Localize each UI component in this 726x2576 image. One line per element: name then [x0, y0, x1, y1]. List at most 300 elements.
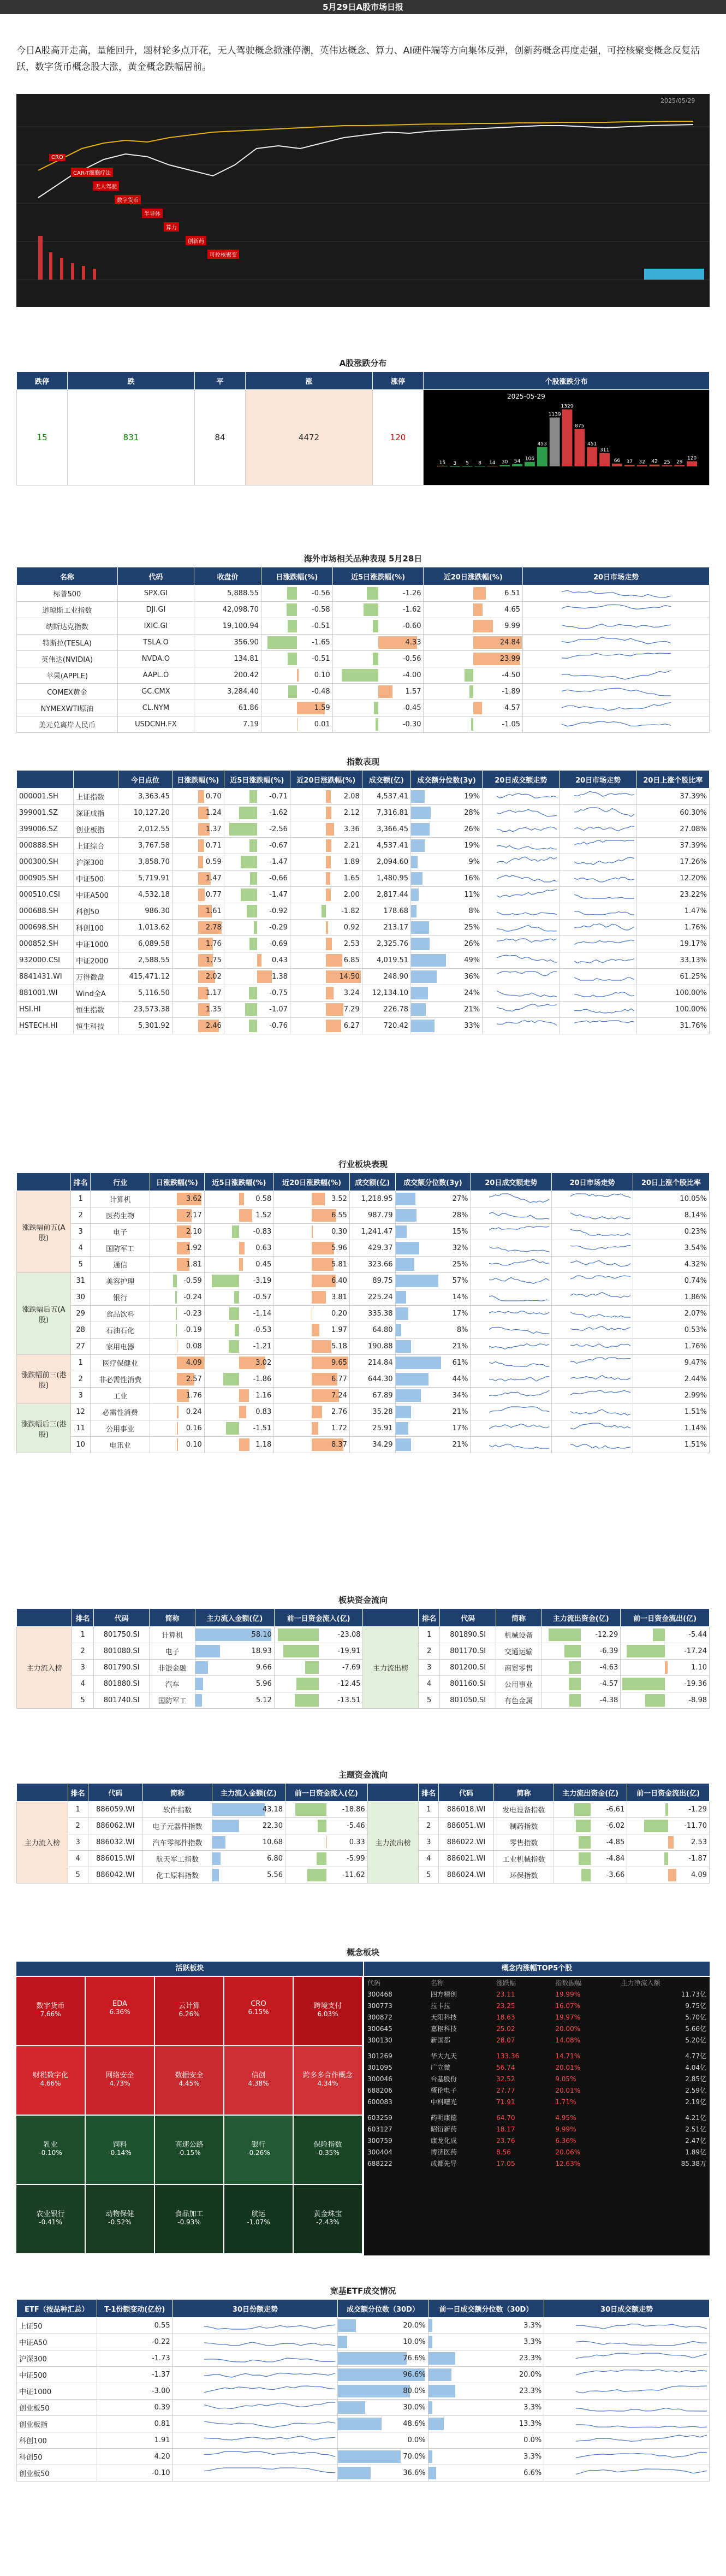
sparkline-path	[497, 912, 557, 915]
industry-20d	[274, 1322, 350, 1339]
theme-outflow-bar	[574, 1803, 590, 1816]
overseas-5d-value: -0.30	[402, 720, 421, 729]
sparkline	[489, 1290, 549, 1302]
top-stock-cell: 27.77	[496, 2086, 515, 2094]
theme-inflow-value: 5.56	[267, 1871, 283, 1879]
index-pct	[411, 936, 483, 952]
overseas-5d-value: -0.60	[402, 622, 421, 630]
industry-up-ratio: 2.99%	[633, 1388, 709, 1404]
top-stock-cell: 2.47亿	[685, 2137, 706, 2145]
flow-cell: 801170.SI	[440, 1643, 496, 1660]
sparkline-path	[576, 2370, 707, 2375]
overseas-5d-value: -0.45	[402, 704, 421, 712]
dist-bar-label: 3	[453, 460, 457, 466]
sparkline	[574, 888, 634, 900]
index-up-ratio: 100.00%	[636, 1002, 709, 1018]
index-pct-value: 26%	[464, 940, 480, 948]
overseas-20d-value: -4.50	[502, 671, 521, 679]
industry-5d-bar	[239, 1438, 249, 1451]
industry-vol-trend	[471, 1404, 552, 1420]
industry-pct-value: 14%	[452, 1293, 468, 1301]
index-table	[16, 770, 710, 1034]
index-day	[172, 821, 224, 838]
industry-header	[17, 1173, 71, 1191]
index-20d	[290, 805, 362, 821]
etf-pct-value: 76.6%	[403, 2354, 426, 2362]
sparkline-path	[570, 1410, 630, 1415]
overseas-code: DJI.GI	[117, 602, 194, 618]
sparkline	[574, 921, 634, 933]
theme-outflow-value: -3.66	[606, 1871, 625, 1879]
concept-tag: 算力	[164, 222, 179, 232]
index-5d	[224, 838, 290, 854]
etf-name: 创业板50	[17, 2400, 97, 2416]
index-5d	[224, 903, 290, 920]
index-day	[172, 838, 224, 854]
top-stock-cell: 20.01%	[555, 2063, 581, 2071]
top-stock-row	[364, 2146, 710, 2158]
overseas-day-value: -0.51	[312, 622, 330, 630]
sparkline-path	[562, 653, 671, 658]
theme-cell: 5	[68, 1867, 88, 1884]
overseas-row	[17, 651, 710, 667]
flow-cell: 国防军工	[150, 1692, 195, 1709]
etf-share-trend	[172, 2334, 338, 2350]
industry-trend	[552, 1355, 633, 1371]
flow-cell: 5	[418, 1692, 440, 1709]
industry-day-value: 2.57	[186, 1375, 202, 1383]
industry-row	[17, 1289, 710, 1306]
industry-row	[17, 1257, 710, 1273]
index-pct-value: 16%	[464, 874, 480, 883]
flow-cell: 801160.SI	[440, 1676, 496, 1692]
etf-prev-pct	[428, 2367, 544, 2383]
industry-pct	[395, 1207, 471, 1224]
overseas-day	[261, 635, 332, 651]
industry-rank: 28	[71, 1322, 91, 1339]
industry-5d	[204, 1371, 273, 1388]
concept-tile-change: -1.07%	[247, 2218, 270, 2226]
top-stock-cell: 8.56	[496, 2148, 511, 2156]
industry-turnover: 1,218.95	[349, 1191, 395, 1207]
theme-inflow	[212, 1867, 285, 1884]
index-pct-bar	[411, 905, 416, 917]
index-vol-trend	[483, 969, 560, 985]
index-vol-trend	[483, 1002, 560, 1018]
industry-name: 通信	[91, 1257, 150, 1273]
sparkline-path	[570, 1212, 630, 1218]
index-20d-value: -1.82	[341, 907, 360, 915]
dist-bar-label: 29	[676, 459, 683, 465]
overseas-row	[17, 700, 710, 716]
flow-cell: 汽车	[150, 1676, 195, 1692]
theme-header: 前一日资金流入(亿)	[285, 1784, 368, 1802]
etf-vol-trend	[544, 2367, 710, 2383]
sparkline-path	[489, 1295, 549, 1300]
industry-pct-value: 57%	[452, 1277, 468, 1285]
index-pct	[411, 838, 483, 854]
flow-cell: 计算机	[150, 1627, 195, 1643]
index-pct	[411, 952, 483, 969]
industry-day	[150, 1289, 204, 1306]
index-trend	[560, 821, 636, 838]
flow-cell: 公用事业	[496, 1676, 541, 1692]
concept-tile-change: 4.73%	[109, 2080, 130, 2087]
sparkline-path	[576, 2469, 707, 2474]
index-up-ratio: 27.08%	[636, 821, 709, 838]
flow-cell: 801750.SI	[93, 1627, 149, 1643]
industry-rank: 27	[71, 1339, 91, 1355]
sparkline-path	[497, 925, 557, 931]
industry-pct-bar	[396, 1422, 408, 1435]
limit-down-count: 15	[17, 390, 68, 485]
industry-pct-bar	[396, 1242, 420, 1254]
theme-prev-in	[285, 1834, 368, 1851]
flow-cell: 4	[418, 1676, 440, 1692]
concept-tile	[86, 2185, 154, 2253]
sparkline-path	[574, 958, 634, 963]
overseas-5d-bar	[364, 603, 378, 616]
industry-row	[17, 1420, 710, 1437]
concept-tag: 半导体	[142, 209, 163, 218]
index-20d-value: 2.21	[343, 842, 360, 850]
overseas-day-bar	[297, 669, 299, 682]
sparkline	[204, 2368, 335, 2380]
flow-prev-in-bar	[296, 1678, 318, 1690]
industry-20d-value: 1.72	[331, 1424, 347, 1432]
sparkline-path	[497, 955, 557, 962]
sparkline	[576, 2433, 707, 2445]
overseas-header: 近5日涨跌幅(%)	[332, 567, 424, 585]
dist-bar-label: 32	[639, 459, 645, 465]
overseas-name: 苹果(APPLE)	[17, 667, 118, 684]
etf-vol-trend	[544, 2465, 710, 2482]
index-trend	[560, 969, 636, 985]
sparkline	[489, 1192, 549, 1204]
sector-flow-section	[16, 1592, 710, 1709]
sparkline-path	[497, 809, 557, 816]
theme-cell: 汽车零部件指数	[143, 1834, 212, 1851]
overseas-20d-bar	[473, 620, 493, 632]
overseas-name: 特斯拉(TESLA)	[17, 635, 118, 651]
sparkline	[497, 904, 557, 916]
index-pct	[411, 985, 483, 1002]
etf-prev-pct	[428, 2449, 544, 2465]
sparkline-path	[574, 840, 634, 845]
sparkline-path	[562, 721, 671, 726]
index-pct-value: 21%	[464, 1005, 480, 1014]
etf-prev-pct	[428, 2416, 544, 2432]
top-stock-cell: 拉卡拉	[430, 2002, 450, 2010]
theme-in-label: 主力流入榜	[17, 1802, 68, 1884]
index-day-value: 1.24	[205, 809, 222, 817]
concept-tile-name: 跨境支付	[313, 2002, 342, 2010]
overseas-day	[261, 684, 332, 700]
overseas-5d-value: -0.56	[402, 655, 421, 663]
flow-cell: 4	[72, 1676, 94, 1692]
industry-day-bar	[176, 1307, 177, 1320]
dist-bar-label: 15	[439, 460, 446, 466]
overseas-day-bar	[287, 603, 297, 616]
industry-20d	[274, 1257, 350, 1273]
overseas-name: 英伟达(NVIDIA)	[17, 651, 118, 667]
concept-tile-name: EDA	[112, 2000, 127, 2008]
theme-prev-in-bar	[295, 1803, 326, 1816]
industry-day	[150, 1404, 204, 1420]
sparkline	[570, 1258, 630, 1270]
concept-tile-name: 跨多多合作概念	[302, 2071, 353, 2080]
top-stock-cell: 300468	[367, 1990, 392, 1998]
index-pct	[411, 969, 483, 985]
overseas-trend	[523, 585, 710, 602]
etf-pct-value: 80.0%	[403, 2387, 426, 2395]
etf-pct	[338, 2449, 428, 2465]
etf-pct-value: 36.6%	[403, 2469, 426, 2477]
flow-cell: 2	[418, 1643, 440, 1660]
dist-bar	[599, 453, 610, 466]
sparkline	[570, 1192, 630, 1204]
industry-day	[150, 1273, 204, 1289]
top-stock-cell: 广立微	[430, 2064, 450, 2071]
flow-outflow-value: -4.57	[599, 1680, 618, 1688]
overseas-20d-bar	[473, 587, 486, 600]
flow-inflow	[195, 1627, 274, 1643]
industry-vol-trend	[471, 1289, 552, 1306]
top-stock-cell: 6.36%	[555, 2136, 576, 2145]
industry-row	[17, 1306, 710, 1322]
industry-header: 行业	[91, 1173, 150, 1191]
index-level: 986.30	[118, 903, 172, 920]
industry-5d-value: 3.02	[255, 1359, 272, 1367]
top-stock-cell: 4.95%	[555, 2113, 576, 2122]
overseas-20d-value: 24.84	[499, 638, 521, 647]
sparkline	[570, 1323, 630, 1335]
industry-up-ratio: 0.74%	[633, 1273, 709, 1289]
theme-prev-out	[627, 1867, 710, 1884]
flow-header: 前一日资金流出(亿)	[621, 1609, 710, 1627]
industry-5d-value: 0.83	[255, 1408, 272, 1416]
overseas-row	[17, 635, 710, 651]
index-row	[17, 903, 710, 920]
index-20d	[290, 821, 362, 838]
overseas-trend	[523, 651, 710, 667]
overseas-row	[17, 602, 710, 618]
sparkline	[570, 1438, 630, 1450]
etf-pct-value: 20.0%	[403, 2322, 426, 2330]
industry-name: 非必需性消费	[91, 1371, 150, 1388]
concept-tile	[155, 1977, 223, 2045]
overseas-close: 61.86	[194, 700, 261, 716]
overseas-day-bar	[267, 636, 297, 649]
etf-pct-bar	[338, 2418, 382, 2430]
industry-rank: 3	[71, 1224, 91, 1240]
flow-inflow-bar	[195, 1661, 208, 1674]
sparkline	[497, 921, 557, 933]
theme-row	[17, 1834, 710, 1851]
etf-name: 上证50	[17, 2318, 97, 2334]
index-day	[172, 805, 224, 821]
index-header	[74, 771, 118, 789]
sparkline	[562, 619, 671, 632]
etf-prev-pct-value: 6.6%	[523, 2469, 542, 2477]
industry-pct-bar	[396, 1389, 421, 1402]
etf-name: 中证A50	[17, 2334, 97, 2350]
concept-tile	[294, 2046, 362, 2115]
top-stock-cell: 32.52	[496, 2075, 515, 2083]
overseas-day	[261, 700, 332, 716]
dist-bar	[662, 465, 672, 466]
sparkline-path	[570, 1326, 630, 1330]
industry-day	[150, 1191, 204, 1207]
theme-outflow-bar	[581, 1869, 590, 1881]
industry-pct	[395, 1420, 471, 1437]
sparkline	[489, 1389, 549, 1401]
sparkline	[489, 1307, 549, 1319]
industry-pct-bar	[396, 1193, 416, 1205]
flow-inflow-bar	[195, 1645, 220, 1657]
sparkline-path	[497, 991, 557, 997]
sparkline	[562, 602, 671, 615]
etf-share-change: 4.20	[97, 2449, 172, 2465]
index-20d-value: 1.65	[343, 874, 360, 883]
sparkline-path	[204, 2436, 335, 2439]
industry-vol-trend	[471, 1191, 552, 1207]
industry-day-value: 0.16	[186, 1424, 202, 1432]
theme-prev-out-bar	[644, 1820, 668, 1832]
index-trend	[560, 920, 636, 936]
overseas-code: CL.NYM	[117, 700, 194, 716]
sparkline	[562, 701, 671, 714]
index-name: 上证综合	[74, 838, 118, 854]
concept-tile-name: 信创	[251, 2071, 266, 2080]
theme-cell: 电子元器件指数	[143, 1818, 212, 1834]
theme-outflow	[554, 1851, 627, 1867]
index-pct-bar	[411, 970, 437, 983]
etf-row	[17, 2334, 710, 2350]
industry-rank: 11	[71, 1420, 91, 1437]
concept-tile	[16, 1977, 85, 2045]
sparkline-path	[489, 1424, 549, 1429]
index-5d-value: 0.43	[271, 956, 288, 964]
sparkline	[570, 1225, 630, 1237]
sparkline	[489, 1241, 549, 1253]
overseas-code: AAPL.O	[117, 667, 194, 684]
dist-chart-date: 2025-05-29	[507, 393, 545, 400]
index-5d	[224, 789, 290, 805]
index-day	[172, 887, 224, 903]
overseas-5d-value: -1.62	[402, 606, 421, 614]
industry-20d	[274, 1273, 350, 1289]
industry-5d	[204, 1404, 273, 1420]
top-stock-cell: 133.36	[496, 2052, 520, 2060]
index-row	[17, 821, 710, 838]
concept-tile	[224, 2046, 293, 2115]
industry-day-bar	[175, 1291, 177, 1304]
overseas-20d-value: -1.05	[502, 720, 521, 729]
industry-pct	[395, 1355, 471, 1371]
index-20d-value: 3.36	[343, 825, 360, 833]
theme-prev-out	[627, 1818, 710, 1834]
index-5d-value: -1.47	[269, 891, 288, 899]
sparkline	[497, 822, 557, 834]
index-day	[172, 870, 224, 887]
index-vol-trend	[483, 854, 560, 870]
theme-row	[17, 1851, 710, 1867]
industry-pct-bar	[396, 1373, 429, 1385]
sparkline	[489, 1422, 549, 1434]
industry-20d	[274, 1388, 350, 1404]
top-stock-cell: 9.99%	[555, 2125, 576, 2133]
index-5d	[224, 805, 290, 821]
industry-5d-bar	[239, 1193, 244, 1205]
etf-prev-pct-bar	[429, 2467, 436, 2479]
sparkline	[574, 954, 634, 966]
top-stocks-header-cell: 指数振幅	[555, 1979, 582, 1987]
top-stocks-header-cell: 涨跌幅	[496, 1979, 516, 1987]
top-stock-row	[364, 2158, 710, 2169]
index-code: 000888.SH	[17, 838, 74, 854]
chart-date: 2025/05/29	[660, 97, 695, 104]
sparkline-path	[562, 590, 671, 597]
industry-rank: 2	[71, 1207, 91, 1224]
etf-title: 宽基ETF成交情况	[330, 2286, 396, 2296]
etf-name: 创业板指	[17, 2416, 97, 2432]
industry-pct-bar	[396, 1406, 412, 1418]
etf-prev-pct	[428, 2383, 544, 2400]
index-20d-bar	[326, 856, 330, 868]
index-5d-value: -0.75	[269, 989, 288, 997]
flow-prev-in	[274, 1692, 363, 1709]
overseas-trend	[523, 635, 710, 651]
industry-pct	[395, 1404, 471, 1420]
index-vol-trend	[483, 952, 560, 969]
overseas-20d-value: 23.99	[499, 655, 521, 663]
index-5d-value: -1.62	[269, 809, 288, 817]
index-5d-value: -0.76	[269, 1022, 288, 1030]
limit-up-count: 120	[373, 390, 424, 485]
flow-outflow-bar	[564, 1645, 581, 1657]
overseas-5d-bar	[374, 702, 378, 714]
etf-prev-pct	[428, 2432, 544, 2449]
index-vol-trend	[483, 821, 560, 838]
dist-bar-label: 54	[514, 458, 521, 464]
index-header: 20日市场走势	[560, 771, 636, 789]
industry-up-ratio: 9.47%	[633, 1355, 709, 1371]
etf-pct	[338, 2400, 428, 2416]
flow-prev-in-value: -19.91	[337, 1647, 361, 1655]
industry-header: 20日成交额走势	[471, 1173, 552, 1191]
industry-rank: 3	[71, 1388, 91, 1404]
industry-day	[150, 1388, 204, 1404]
theme-prev-out-bar	[664, 1852, 668, 1865]
index-pct-value: 36%	[464, 973, 480, 981]
top-stock-cell: 18.17	[496, 2125, 515, 2133]
concept-tile	[224, 2116, 293, 2184]
industry-turnover: 1,241.47	[349, 1224, 395, 1240]
index-5d	[224, 969, 290, 985]
index-pct	[411, 821, 483, 838]
theme-cell: 4	[68, 1851, 88, 1867]
intro-text: 今日A股高开走高，量能回升，题材轮多点开花，无人驾驶概念掀涨停潮，英伟达概念、算力、AI硬件端等方向集体反弹，创新药概念再度走强，可控核聚变概念反复活跃，数字货币概念股大涨，黄金概念跌幅居前。	[16, 45, 700, 73]
sparkline-path	[570, 1229, 630, 1235]
industry-trend	[552, 1437, 633, 1453]
index-section	[16, 754, 710, 1034]
industry-5d	[204, 1420, 273, 1437]
flat-count: 84	[195, 390, 246, 485]
industry-trend	[552, 1339, 633, 1355]
flow-cell: 801200.SI	[440, 1660, 496, 1676]
top-stock-row	[364, 2096, 710, 2110]
